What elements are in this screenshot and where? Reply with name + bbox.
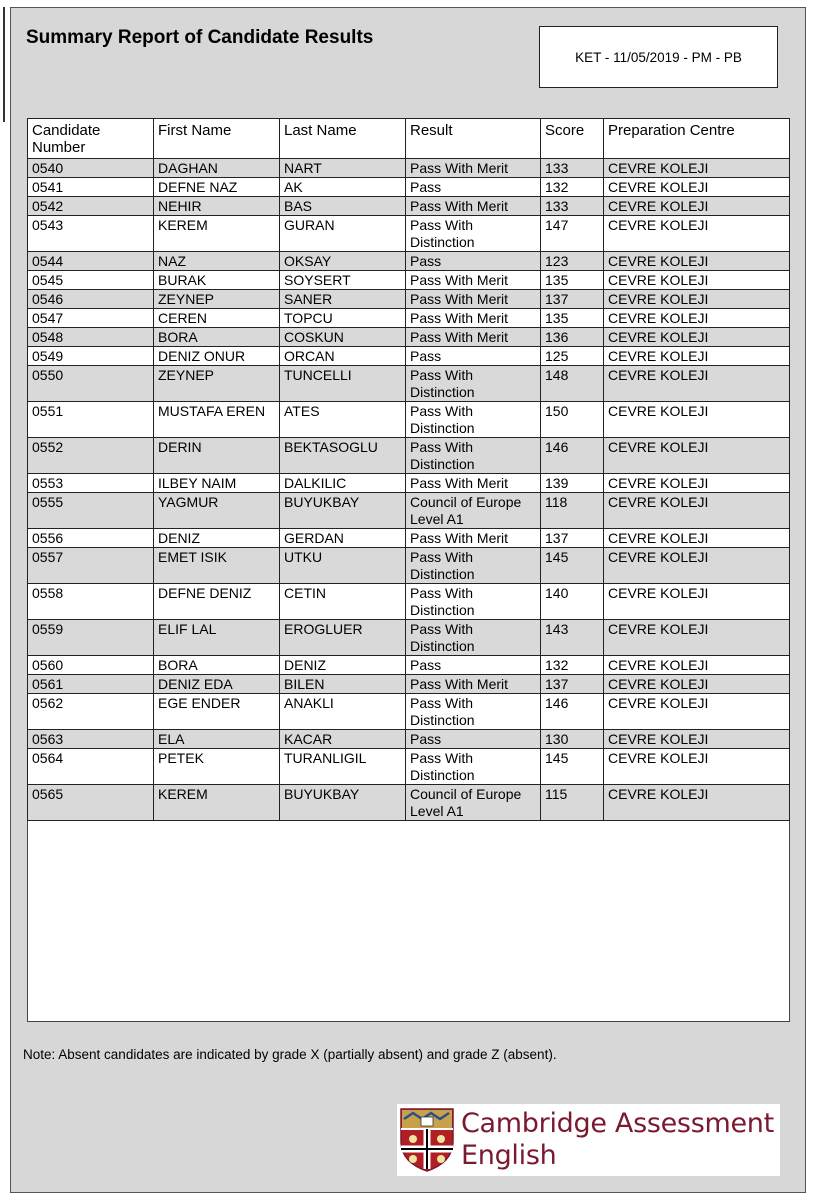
cell-result: Pass With Distinction [406, 402, 541, 438]
cell-candidate-number: 0544 [28, 252, 154, 271]
cell-result: Council of Europe Level A1 [406, 493, 541, 529]
cell-preparation-centre: CEVRE KOLEJI [604, 366, 790, 402]
cell-candidate-number: 0561 [28, 675, 154, 694]
cell-score: 137 [541, 290, 604, 309]
results-table [27, 118, 790, 821]
cell-candidate-number: 0549 [28, 347, 154, 366]
cell-first-name: DEFNE NAZ [154, 178, 280, 197]
cell-preparation-centre: CEVRE KOLEJI [604, 474, 790, 493]
cell-first-name: KEREM [154, 785, 280, 821]
table-row [28, 675, 790, 694]
cell-last-name: TUNCELLI [280, 366, 406, 402]
table-row [28, 290, 790, 309]
results-table-body [28, 159, 790, 821]
session-label: KET - 11/05/2019 - PM - PB [575, 49, 742, 65]
cell-preparation-centre: CEVRE KOLEJI [604, 785, 790, 821]
page-edge-mark [3, 7, 5, 122]
cell-first-name: DENIZ ONUR [154, 347, 280, 366]
cell-score: 139 [541, 474, 604, 493]
cell-last-name: COSKUN [280, 328, 406, 347]
table-row [28, 178, 790, 197]
cell-score: 140 [541, 584, 604, 620]
column-header-last-name: Last Name [280, 119, 406, 159]
cell-last-name: ATES [280, 402, 406, 438]
cell-score: 118 [541, 493, 604, 529]
cell-preparation-centre: CEVRE KOLEJI [604, 309, 790, 328]
cell-result: Pass With Merit [406, 197, 541, 216]
cell-score: 123 [541, 252, 604, 271]
cell-score: 145 [541, 749, 604, 785]
cell-result: Pass With Distinction [406, 584, 541, 620]
cell-preparation-centre: CEVRE KOLEJI [604, 252, 790, 271]
cell-preparation-centre: CEVRE KOLEJI [604, 438, 790, 474]
cell-preparation-centre: CEVRE KOLEJI [604, 178, 790, 197]
cell-result: Pass With Merit [406, 159, 541, 178]
cell-result: Pass With Merit [406, 675, 541, 694]
cell-score: 146 [541, 438, 604, 474]
cell-result: Pass [406, 347, 541, 366]
column-header-candidate-number: Candidate Number [28, 119, 154, 159]
cell-candidate-number: 0556 [28, 529, 154, 548]
column-header-preparation-centre: Preparation Centre [604, 119, 790, 159]
cell-score: 137 [541, 675, 604, 694]
table-row [28, 584, 790, 620]
table-row [28, 529, 790, 548]
table-row [28, 159, 790, 178]
cell-last-name: KACAR [280, 730, 406, 749]
cell-candidate-number: 0553 [28, 474, 154, 493]
cell-first-name: ELIF LAL [154, 620, 280, 656]
cell-last-name: DALKILIC [280, 474, 406, 493]
cell-first-name: BURAK [154, 271, 280, 290]
cell-score: 133 [541, 159, 604, 178]
cell-candidate-number: 0545 [28, 271, 154, 290]
cell-preparation-centre: CEVRE KOLEJI [604, 548, 790, 584]
cell-score: 147 [541, 216, 604, 252]
cell-candidate-number: 0560 [28, 656, 154, 675]
cell-last-name: TURANLIGIL [280, 749, 406, 785]
cell-first-name: DEFNE DENIZ [154, 584, 280, 620]
cell-last-name: GERDAN [280, 529, 406, 548]
cell-result: Pass With Merit [406, 290, 541, 309]
cell-last-name: BAS [280, 197, 406, 216]
table-row [28, 474, 790, 493]
cell-candidate-number: 0542 [28, 197, 154, 216]
cell-first-name: DENIZ EDA [154, 675, 280, 694]
cell-first-name: DAGHAN [154, 159, 280, 178]
cell-first-name: ELA [154, 730, 280, 749]
cell-last-name: DENIZ [280, 656, 406, 675]
table-row [28, 347, 790, 366]
cambridge-logo [397, 1104, 780, 1176]
absence-note: Note: Absent candidates are indicated by grade X (partially absent) and grade Z (absent). [23, 1047, 557, 1062]
logo-text-line1: Cambridge Assessment [461, 1108, 774, 1139]
cell-score: 135 [541, 309, 604, 328]
cell-preparation-centre: CEVRE KOLEJI [604, 328, 790, 347]
cell-score: 146 [541, 694, 604, 730]
cell-candidate-number: 0546 [28, 290, 154, 309]
cell-score: 132 [541, 178, 604, 197]
cell-result: Pass With Merit [406, 328, 541, 347]
table-row [28, 749, 790, 785]
cell-preparation-centre: CEVRE KOLEJI [604, 402, 790, 438]
cell-last-name: BILEN [280, 675, 406, 694]
cell-candidate-number: 0550 [28, 366, 154, 402]
cell-result: Pass With Merit [406, 474, 541, 493]
column-header-score: Score [541, 119, 604, 159]
cell-first-name: KEREM [154, 216, 280, 252]
cell-first-name: BORA [154, 656, 280, 675]
cell-score: 136 [541, 328, 604, 347]
cell-result: Pass [406, 178, 541, 197]
logo-text-line2: English [461, 1140, 557, 1171]
cell-candidate-number: 0541 [28, 178, 154, 197]
cell-result: Pass [406, 730, 541, 749]
cell-score: 115 [541, 785, 604, 821]
cell-score: 135 [541, 271, 604, 290]
cell-preparation-centre: CEVRE KOLEJI [604, 290, 790, 309]
cell-preparation-centre: CEVRE KOLEJI [604, 271, 790, 290]
cell-result: Pass With Merit [406, 309, 541, 328]
cell-preparation-centre: CEVRE KOLEJI [604, 347, 790, 366]
cell-first-name: DENIZ [154, 529, 280, 548]
cell-preparation-centre: CEVRE KOLEJI [604, 493, 790, 529]
cell-first-name: DERIN [154, 438, 280, 474]
table-row [28, 271, 790, 290]
cell-preparation-centre: CEVRE KOLEJI [604, 675, 790, 694]
cell-candidate-number: 0543 [28, 216, 154, 252]
cell-preparation-centre: CEVRE KOLEJI [604, 529, 790, 548]
cell-first-name: MUSTAFA EREN [154, 402, 280, 438]
cell-last-name: SANER [280, 290, 406, 309]
cell-first-name: NAZ [154, 252, 280, 271]
cell-last-name: BUYUKBAY [280, 493, 406, 529]
table-row [28, 620, 790, 656]
cell-last-name: NART [280, 159, 406, 178]
table-row [28, 730, 790, 749]
report-page [10, 7, 806, 1193]
table-row [28, 694, 790, 730]
cell-preparation-centre: CEVRE KOLEJI [604, 749, 790, 785]
cell-candidate-number: 0562 [28, 694, 154, 730]
results-table-container [27, 118, 790, 1022]
cell-first-name: PETEK [154, 749, 280, 785]
session-box [539, 26, 778, 88]
cell-preparation-centre: CEVRE KOLEJI [604, 159, 790, 178]
table-row [28, 493, 790, 529]
page-title: Summary Report of Candidate Results [26, 27, 374, 48]
cell-candidate-number: 0552 [28, 438, 154, 474]
cell-candidate-number: 0557 [28, 548, 154, 584]
cell-result: Pass With Distinction [406, 548, 541, 584]
cell-score: 132 [541, 656, 604, 675]
cell-result: Pass [406, 252, 541, 271]
cell-preparation-centre: CEVRE KOLEJI [604, 197, 790, 216]
cell-last-name: ORCAN [280, 347, 406, 366]
cell-preparation-centre: CEVRE KOLEJI [604, 656, 790, 675]
cell-result: Pass With Distinction [406, 366, 541, 402]
cell-score: 148 [541, 366, 604, 402]
cell-result: Pass With Distinction [406, 438, 541, 474]
table-row [28, 402, 790, 438]
cell-score: 125 [541, 347, 604, 366]
table-row [28, 366, 790, 402]
cell-last-name: EROGLUER [280, 620, 406, 656]
cell-preparation-centre: CEVRE KOLEJI [604, 694, 790, 730]
cell-result: Pass With Distinction [406, 620, 541, 656]
table-row [28, 656, 790, 675]
table-row [28, 328, 790, 347]
table-row [28, 438, 790, 474]
cell-result: Pass With Distinction [406, 216, 541, 252]
table-row [28, 252, 790, 271]
cell-result: Pass With Merit [406, 529, 541, 548]
cell-last-name: ANAKLI [280, 694, 406, 730]
cell-score: 143 [541, 620, 604, 656]
cell-first-name: BORA [154, 328, 280, 347]
cell-score: 150 [541, 402, 604, 438]
cell-candidate-number: 0558 [28, 584, 154, 620]
cell-last-name: SOYSERT [280, 271, 406, 290]
table-header-row [28, 119, 790, 159]
cell-last-name: TOPCU [280, 309, 406, 328]
cell-first-name: ZEYNEP [154, 366, 280, 402]
cell-preparation-centre: CEVRE KOLEJI [604, 730, 790, 749]
cell-last-name: UTKU [280, 548, 406, 584]
cell-candidate-number: 0547 [28, 309, 154, 328]
cell-candidate-number: 0548 [28, 328, 154, 347]
cell-candidate-number: 0551 [28, 402, 154, 438]
cell-candidate-number: 0540 [28, 159, 154, 178]
cell-first-name: CEREN [154, 309, 280, 328]
cell-first-name: NEHIR [154, 197, 280, 216]
cell-last-name: GURAN [280, 216, 406, 252]
column-header-first-name: First Name [154, 119, 280, 159]
table-row [28, 548, 790, 584]
cell-first-name: EGE ENDER [154, 694, 280, 730]
cell-last-name: BEKTASOGLU [280, 438, 406, 474]
cell-candidate-number: 0559 [28, 620, 154, 656]
table-row [28, 785, 790, 821]
cell-candidate-number: 0555 [28, 493, 154, 529]
cell-last-name: OKSAY [280, 252, 406, 271]
cell-first-name: EMET ISIK [154, 548, 280, 584]
cell-score: 145 [541, 548, 604, 584]
cell-candidate-number: 0565 [28, 785, 154, 821]
cell-last-name: CETIN [280, 584, 406, 620]
cell-first-name: YAGMUR [154, 493, 280, 529]
cell-last-name: AK [280, 178, 406, 197]
table-row [28, 197, 790, 216]
table-row [28, 216, 790, 252]
cell-preparation-centre: CEVRE KOLEJI [604, 620, 790, 656]
table-row [28, 309, 790, 328]
cell-result: Council of Europe Level A1 [406, 785, 541, 821]
cell-score: 133 [541, 197, 604, 216]
cell-result: Pass With Merit [406, 271, 541, 290]
column-header-result: Result [406, 119, 541, 159]
cell-first-name: ZEYNEP [154, 290, 280, 309]
cell-score: 130 [541, 730, 604, 749]
cell-score: 137 [541, 529, 604, 548]
cambridge-shield-icon [399, 1107, 455, 1173]
cell-first-name: ILBEY NAIM [154, 474, 280, 493]
cell-candidate-number: 0564 [28, 749, 154, 785]
cell-last-name: BUYUKBAY [280, 785, 406, 821]
cell-preparation-centre: CEVRE KOLEJI [604, 216, 790, 252]
cell-result: Pass With Distinction [406, 749, 541, 785]
cell-result: Pass With Distinction [406, 694, 541, 730]
cell-preparation-centre: CEVRE KOLEJI [604, 584, 790, 620]
cell-result: Pass [406, 656, 541, 675]
cell-candidate-number: 0563 [28, 730, 154, 749]
